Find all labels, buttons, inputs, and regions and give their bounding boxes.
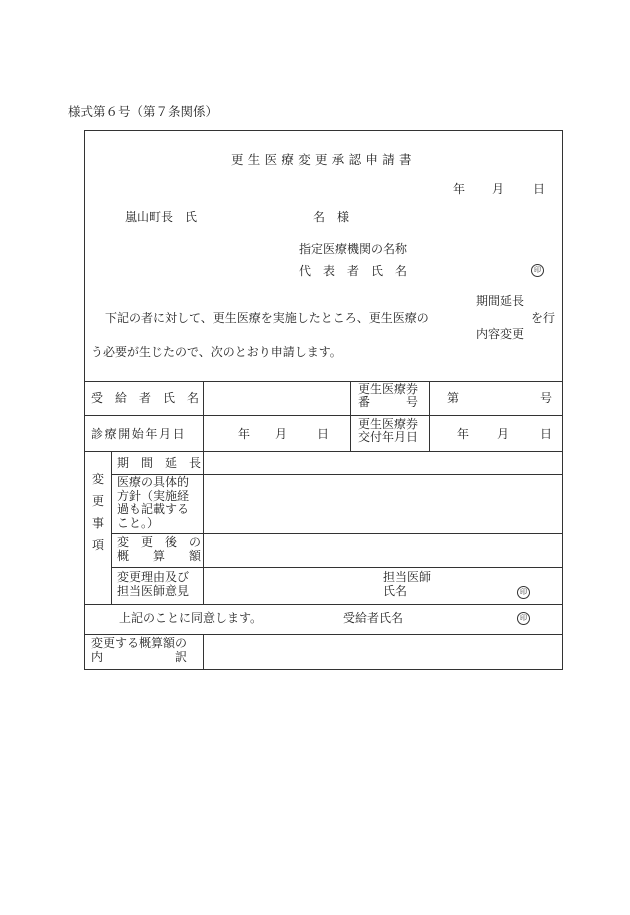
recipient-seal-icon: 印: [517, 612, 530, 625]
body-line2: う必要が生じたので、次のとおり申請します。: [91, 345, 342, 359]
treatment-start-day: 日: [317, 427, 330, 441]
option-period-extension: 期間延長: [476, 294, 525, 308]
change-items-label: 変 更 事 項: [92, 472, 105, 552]
consent-text: 上記のことに同意します。: [119, 611, 263, 625]
treatment-start-year: 年: [238, 427, 251, 441]
reason-label: 変更理由及び 担当医師意見: [117, 570, 190, 598]
option-content-change: 内容変更: [476, 327, 525, 341]
form-title: 更生医療変更承認申請書: [231, 152, 416, 167]
addressee-mayor: 嵐山町長 氏: [125, 210, 198, 224]
ticket-number-prefix: 第: [447, 391, 460, 405]
breakdown-label: 変更する概算額の 内 訳: [91, 636, 188, 664]
ticket-issue-year: 年: [457, 427, 470, 441]
addressee-sama: 名 様: [313, 210, 350, 224]
ticket-issue-day: 日: [540, 427, 553, 441]
ticket-number-label: 更生医療券 番 号: [358, 382, 419, 409]
representative-name-label: 代 表 者 氏 名: [299, 264, 408, 278]
estimated-cost-label: 変 更 後 の 概 算 額: [117, 535, 202, 563]
ticket-issue-month: 月: [497, 427, 510, 441]
seal-icon: 印: [531, 264, 544, 277]
form-number-label: 様式第６号（第７条関係）: [68, 104, 219, 119]
date-year: 年: [453, 182, 466, 196]
doctor-name-label: 担当医師 氏名: [383, 570, 432, 598]
body-line1-prefix: 下記の者に対して、更生医療を実施したところ、更生医療の: [105, 311, 429, 325]
application-form: [84, 130, 563, 670]
body-line1-suffix: を行: [531, 311, 556, 325]
ticket-issue-label: 更生医療券 交付年月日: [358, 417, 419, 444]
recipient-name-label: 受 給 者 氏 名: [91, 391, 200, 405]
date-month: 月: [492, 182, 505, 196]
medical-policy-label: 医療の具体的 方針（実施経 過も記載する こと。）: [117, 475, 190, 530]
date-day: 日: [533, 182, 546, 196]
ticket-number-suffix: 号: [540, 391, 553, 405]
treatment-start-label: 診療開始年月日: [91, 427, 187, 441]
recipient-sign-label: 受給者氏名: [343, 611, 404, 625]
institution-name-label: 指定医療機関の名称: [299, 242, 408, 256]
period-extension-label: 期 間 延 長: [117, 456, 202, 470]
doctor-seal-icon: 印: [517, 586, 530, 599]
treatment-start-month: 月: [275, 427, 288, 441]
